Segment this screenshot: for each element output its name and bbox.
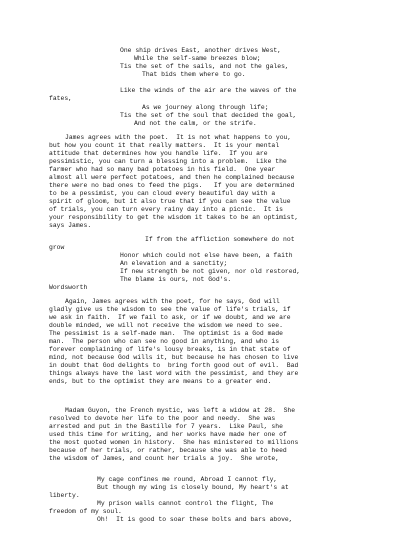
- poem-line: If from the affliction somewhere do not: [145, 236, 295, 243]
- paragraph-line: used this time for writing, and her works have made her one of: [49, 431, 287, 438]
- paragraph-line: says James.: [49, 222, 92, 229]
- paragraph-line: ends, but to the optimist they are means to a greater end.: [49, 378, 272, 385]
- poem-line: Tis the set of the soul that decided the goal,: [120, 112, 297, 119]
- poem-line: But though my wing is closely bound, My heart's at: [97, 484, 289, 491]
- paragraph-line: we ask in faith. If we fail to ask, or if we doubt, and we are: [49, 314, 291, 321]
- poem-line: And not the calm, or the strife.: [134, 120, 257, 127]
- paragraph-line: of trials, you can turn every rainy day into a picnic. It is: [49, 206, 283, 213]
- paragraph-line: almost all were perfect potatoes, and then he complained because: [49, 174, 295, 181]
- poem-line: My cage confines me round, Abroad I cannot fly,: [97, 476, 278, 483]
- poem-line: fates,: [49, 95, 73, 102]
- paragraph-line: your responsibility to get the wisdom it takes to be an optimist,: [49, 214, 299, 221]
- poem-line: Tis the set of the sails, and not the gales,: [120, 63, 289, 70]
- paragraph-line: because of her trials, or rather, because she was able to heed: [49, 447, 287, 454]
- poem-line: freedom of my soul.: [49, 508, 122, 515]
- poem-line: As we journey along through life;: [142, 104, 269, 111]
- poem-line: If new strength be not given, nor old restored,: [120, 268, 301, 275]
- paragraph-line: but how you count it that really matters. It is your mental: [49, 142, 280, 149]
- paragraph-line: Madam Guyon, the French mystic, was left a widow at 28. She: [65, 407, 296, 414]
- poem-line: That bids them where to go.: [142, 71, 246, 78]
- poem-line: Like the winds of the air are the waves of the: [120, 87, 297, 94]
- paragraph-line: farmer who had so many bad potatoes in his field. One year: [49, 166, 276, 173]
- paragraph-line: to be a pessimist, you can cloud every beautiful day with a: [49, 190, 276, 197]
- poem-line: grow: [49, 244, 65, 251]
- paragraph-line: man. The person who can see no good in anything, and who is: [49, 338, 280, 345]
- poem-line: Honor which could not else have been, a faith: [120, 252, 293, 259]
- paragraph-line: the wisdom of James, and count her trials a joy. She wrote,: [49, 455, 280, 462]
- paragraph-line: pessimistic, you can turn a blessing into a problem. Like the: [49, 158, 287, 165]
- paragraph-line: mind, not because God wills it, but because he has chosen to live: [49, 354, 299, 361]
- paragraph-line: arrested and put in the Bastille for 7 years. Like Paul, she: [49, 423, 283, 430]
- paragraph-line: gladly give us the wisdom to see the value of life's trials, if: [49, 306, 291, 313]
- poem-line: One ship drives East, another drives West,: [120, 47, 282, 54]
- paragraph-line: resolved to devote her life to the poor and needy. She was: [49, 415, 276, 422]
- paragraph-line: the most quoted women in history. She has ministered to millions: [49, 439, 299, 446]
- paragraph-line: in doubt that God delights to bring forth good out of evil. Bad: [49, 362, 299, 369]
- poem-line: The blame is ours, not God's.: [120, 276, 232, 283]
- paragraph-line: attitude that determines how you handle life. If you are: [49, 150, 268, 157]
- paragraph-line: there were no bad ones to feed the pigs. If you are determined: [49, 182, 295, 189]
- paragraph-line: things always have the last word with the pessimist, and they are: [49, 370, 299, 377]
- poem-line: liberty.: [49, 492, 80, 499]
- paragraph-line: spirit of gloom, but it also true that if you can see the value: [49, 198, 291, 205]
- paragraph-line: James agrees with the poet. It is not what happens to you,: [65, 134, 292, 141]
- poem-line: Oh! It is good to soar these bolts and bars above,: [97, 516, 293, 523]
- poem-line: While the self-same breezes blow;: [134, 55, 261, 62]
- paragraph-line: Again, James agrees with the poet, for he says, God will: [65, 298, 280, 305]
- paragraph-line: The pessimist is a self-made man. The optimist is a God made: [49, 330, 283, 337]
- paragraph-line: forever complaining of life's lousy breaks, is in that state of: [49, 346, 291, 353]
- poem-line: An elevation and a sanctity;: [120, 260, 228, 267]
- poem-line: My prison walls cannot control the flight, The: [97, 500, 274, 507]
- poem-attribution: Wordsworth: [49, 284, 88, 291]
- paragraph-line: double minded, we will not receive the wisdom we need to see.: [49, 322, 283, 329]
